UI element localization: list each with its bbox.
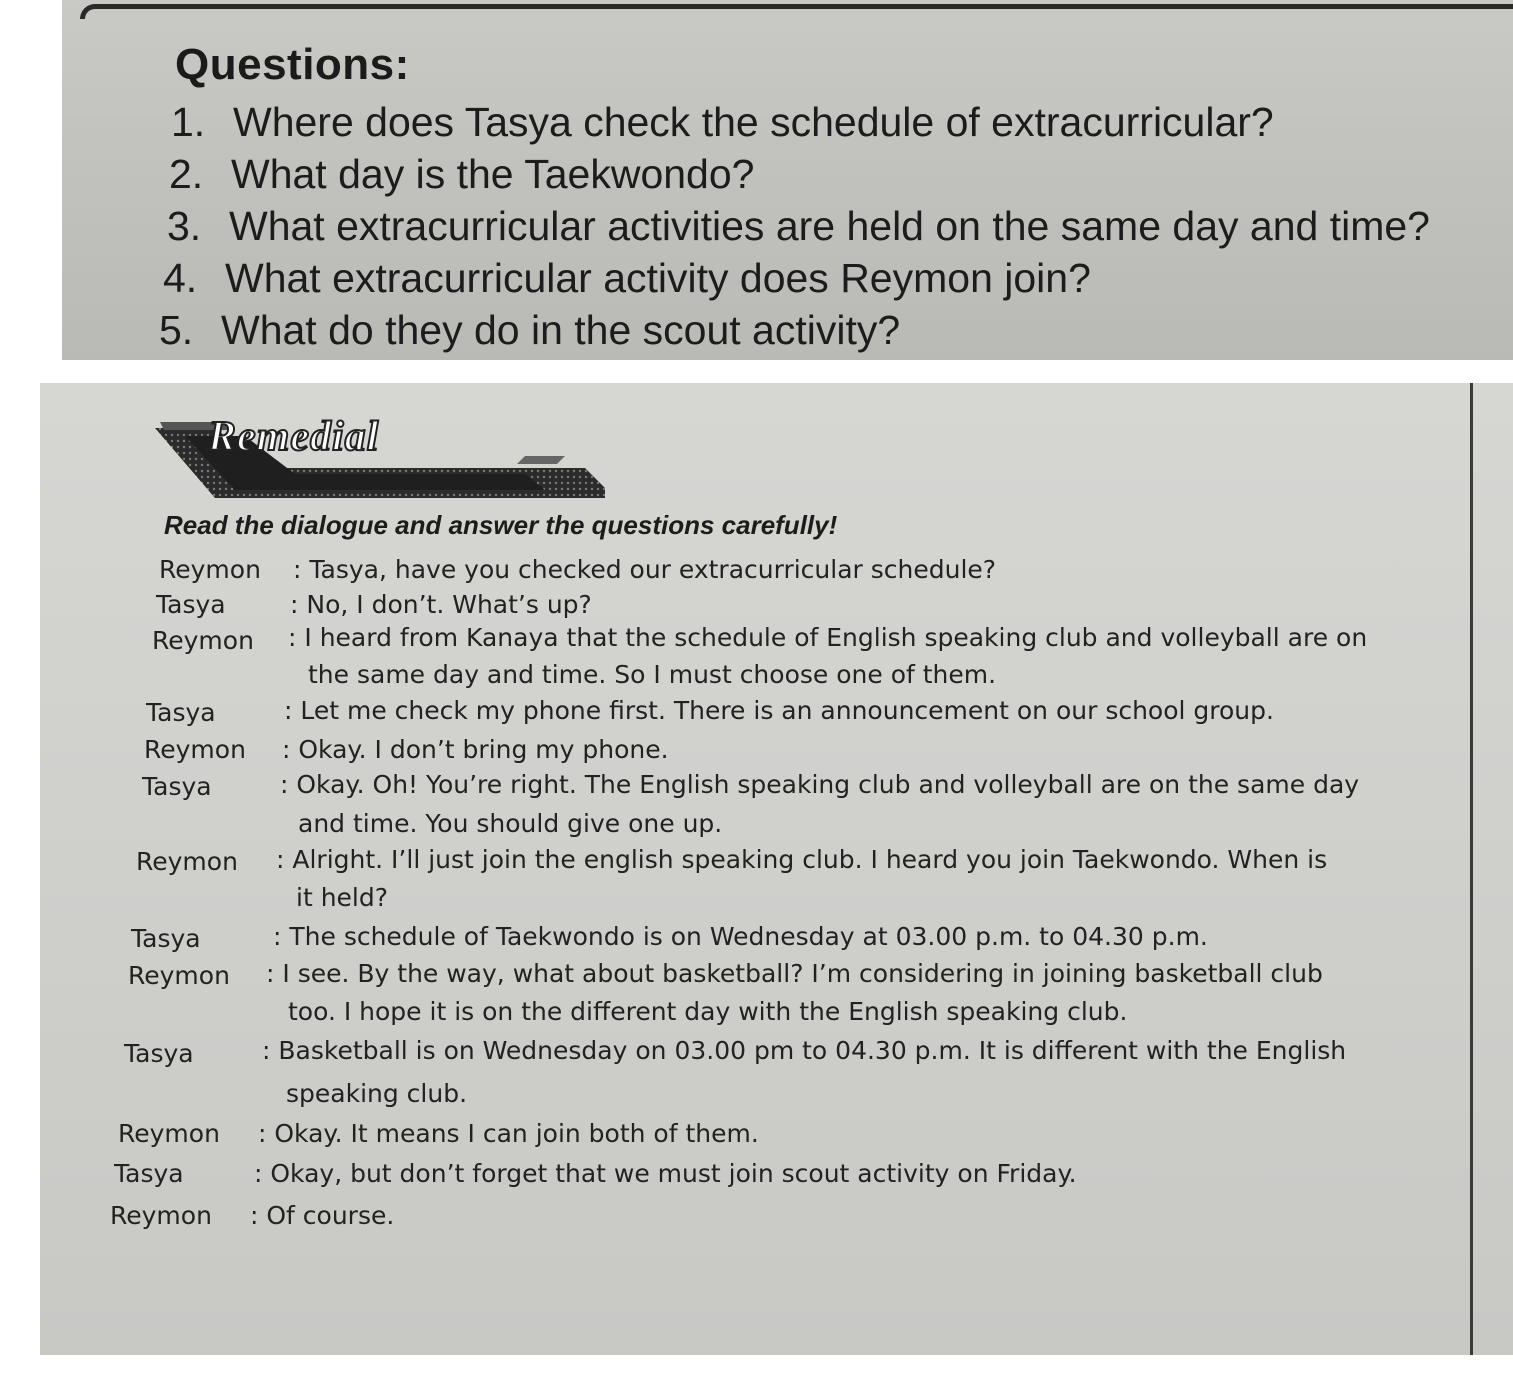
speaker-name: Tasya (156, 590, 226, 619)
dialogue-line: : Basketball is on Wednesday on 03.00 pm to 04.30 p.m. It is different with the English (262, 1036, 1347, 1065)
questions-list (157, 96, 1430, 356)
dialogue (40, 383, 1513, 1355)
speaker-name: Reymon (144, 735, 246, 764)
speaker-name: Tasya (131, 924, 201, 953)
dialogue-line: : Okay. It means I can join both of them. (258, 1119, 759, 1148)
speaker-name: Reymon (128, 961, 230, 990)
dialogue-line: : Okay. Oh! You’re right. The English speaking club and volleyball are on the same day (280, 770, 1360, 799)
speaker-name: Reymon (152, 626, 254, 655)
remedial-title: Remedial (208, 414, 380, 460)
question-item (169, 148, 1430, 200)
dialogue-line: : Okay. I don’t bring my phone. (282, 735, 669, 764)
speaker-name: Tasya (146, 698, 216, 727)
question-text: What extracurricular activities are held on the same day and time? (229, 203, 1430, 249)
questions-photo (62, 0, 1513, 360)
question-number: 1. (171, 99, 206, 145)
dialogue-line: it held? (296, 883, 389, 912)
question-text: What extracurricular activity does Reymon join? (225, 255, 1091, 301)
question-number: 2. (169, 151, 204, 197)
dialogue-line: : No, I don’t. What’s up? (290, 590, 592, 619)
dialogue-line: : Alright. I’ll just join the english speaking club. I heard you join Taekwondo. When is (276, 845, 1328, 874)
dialogue-line: : Of course. (250, 1201, 395, 1230)
question-item (171, 96, 1430, 148)
dialogue-line: : Let me check my phone first. There is an announcement on our school group. (284, 696, 1274, 725)
question-text: What do they do in the scout activity? (221, 307, 901, 353)
question-text: Where does Tasya check the schedule of extracurricular? (233, 99, 1274, 145)
dialogue-line: : I heard from Kanaya that the schedule of English speaking club and volleyball are on (288, 623, 1368, 652)
question-item (167, 200, 1430, 252)
dialogue-line: : The schedule of Taekwondo is on Wednesday at 03.00 p.m. to 04.30 p.m. (273, 922, 1208, 951)
speaker-name: Tasya (114, 1159, 184, 1188)
dialogue-line: too. I hope it is on the different day with the English speaking club. (288, 997, 1128, 1026)
question-number: 5. (159, 307, 194, 353)
instruction-text: Read the dialogue and answer the questions carefully! (164, 510, 838, 540)
question-number: 3. (167, 203, 202, 249)
dialogue-line: : Tasya, have you checked our extracurricular schedule? (293, 555, 997, 584)
question-text: What day is the Taekwondo? (231, 151, 755, 197)
speaker-name: Tasya (142, 772, 212, 801)
speaker-name: Reymon (110, 1201, 212, 1230)
dialogue-line: the same day and time. So I must choose one of them. (308, 660, 997, 689)
dialogue-line: : I see. By the way, what about basketball? I’m considering in joining basketball club (266, 959, 1323, 988)
dialogue-line: and time. You should give one up. (298, 809, 723, 838)
question-item (163, 252, 1430, 304)
questions-title: Questions: (175, 40, 410, 89)
question-item (159, 304, 1430, 356)
dialogue-line: speaking club. (286, 1079, 468, 1108)
speaker-name: Tasya (124, 1039, 194, 1068)
speaker-name: Reymon (118, 1119, 220, 1148)
dialogue-line: : Okay, but don’t forget that we must join scout activity on Friday. (254, 1159, 1077, 1188)
speaker-name: Reymon (136, 847, 238, 876)
remedial-photo (40, 383, 1513, 1355)
speaker-name: Reymon (159, 555, 261, 584)
frame-border (80, 4, 1513, 19)
question-number: 4. (163, 255, 198, 301)
